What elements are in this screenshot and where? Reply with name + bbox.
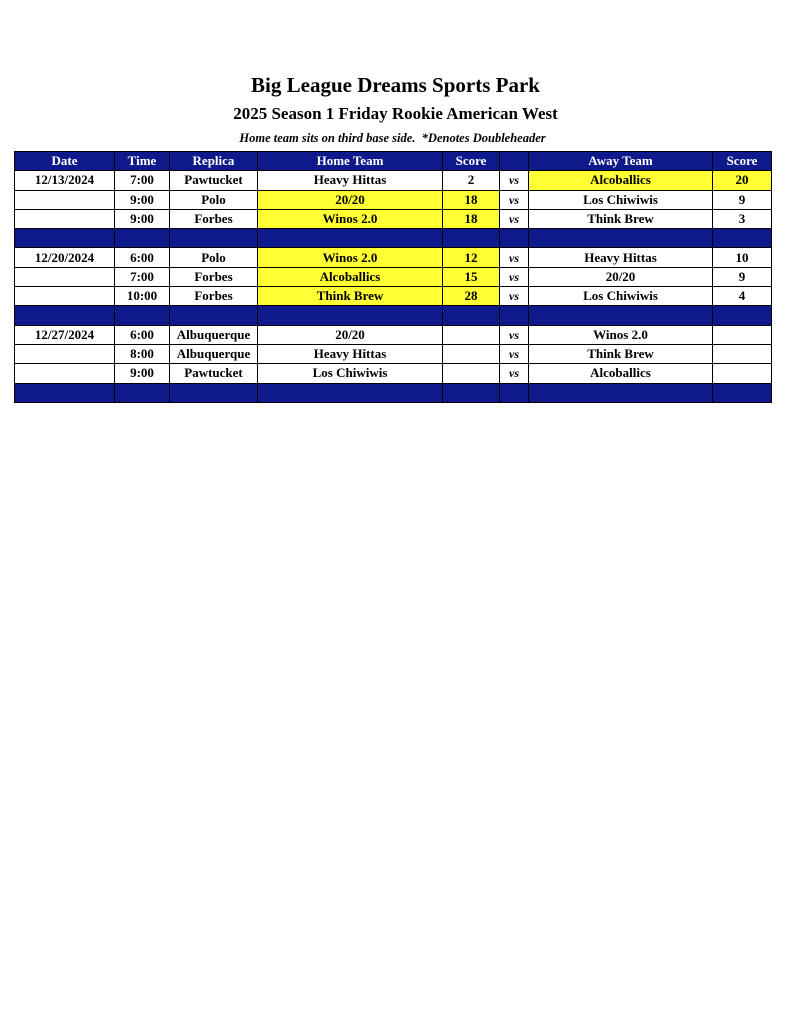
column-header-away-score: Score — [713, 152, 772, 171]
game-date — [15, 364, 115, 383]
home-team: Los Chiwiwis — [258, 364, 443, 383]
home-team: Heavy Hittas — [258, 171, 443, 190]
away-team: Think Brew — [529, 209, 713, 228]
schedule-body — [15, 171, 772, 403]
separator-cell — [713, 229, 772, 248]
game-date: 12/13/2024 — [15, 171, 115, 190]
home-team: Winos 2.0 — [258, 248, 443, 267]
game-date — [15, 287, 115, 306]
away-team: Los Chiwiwis — [529, 190, 713, 209]
away-team: 20/20 — [529, 267, 713, 286]
separator-cell — [115, 229, 170, 248]
away-score — [713, 364, 772, 383]
away-score: 3 — [713, 209, 772, 228]
game-replica: Forbes — [170, 287, 258, 306]
game-date — [15, 267, 115, 286]
away-team: Think Brew — [529, 344, 713, 363]
game-time: 9:00 — [115, 209, 170, 228]
home-team: 20/20 — [258, 325, 443, 344]
away-score: 9 — [713, 190, 772, 209]
game-date — [15, 344, 115, 363]
table-row — [15, 364, 772, 383]
vs-label: vs — [500, 209, 529, 228]
separator-cell — [500, 383, 529, 402]
home-score — [443, 325, 500, 344]
table-row — [15, 325, 772, 344]
away-team: Heavy Hittas — [529, 248, 713, 267]
game-time: 9:00 — [115, 364, 170, 383]
schedule-note: Home team sits on third base side. *Denotes Doubleheader — [239, 131, 546, 145]
table-row — [15, 248, 772, 267]
separator-cell — [713, 383, 772, 402]
home-team: Heavy Hittas — [258, 344, 443, 363]
home-score — [443, 344, 500, 363]
separator-cell — [529, 229, 713, 248]
home-score: 18 — [443, 209, 500, 228]
game-replica: Pawtucket — [170, 364, 258, 383]
home-score: 2 — [443, 171, 500, 190]
table-row — [15, 171, 772, 190]
week-separator-row — [15, 383, 772, 402]
home-team: 20/20 — [258, 190, 443, 209]
vs-label: vs — [500, 325, 529, 344]
separator-cell — [529, 383, 713, 402]
away-score: 10 — [713, 248, 772, 267]
home-team: Alcoballics — [258, 267, 443, 286]
game-time: 8:00 — [115, 344, 170, 363]
separator-cell — [500, 229, 529, 248]
separator-cell — [258, 383, 443, 402]
separator-cell — [443, 229, 500, 248]
column-header-vs — [500, 152, 529, 171]
column-header-home-team: Home Team — [258, 152, 443, 171]
week-separator-row — [15, 229, 772, 248]
column-header-away-team: Away Team — [529, 152, 713, 171]
column-header-home-score: Score — [443, 152, 500, 171]
vs-label: vs — [500, 190, 529, 209]
table-row — [15, 344, 772, 363]
away-score: 20 — [713, 171, 772, 190]
away-team: Alcoballics — [529, 364, 713, 383]
table-row — [15, 190, 772, 209]
home-team: Think Brew — [258, 287, 443, 306]
separator-cell — [170, 306, 258, 325]
game-replica: Albuquerque — [170, 325, 258, 344]
game-date: 12/20/2024 — [15, 248, 115, 267]
game-replica: Polo — [170, 248, 258, 267]
home-score: 18 — [443, 190, 500, 209]
separator-cell — [15, 229, 115, 248]
separator-cell — [443, 383, 500, 402]
game-time: 6:00 — [115, 325, 170, 344]
game-time: 10:00 — [115, 287, 170, 306]
game-date — [15, 209, 115, 228]
home-score: 15 — [443, 267, 500, 286]
vs-label: vs — [500, 287, 529, 306]
game-time: 7:00 — [115, 267, 170, 286]
home-score — [443, 364, 500, 383]
game-replica: Polo — [170, 190, 258, 209]
game-date — [15, 190, 115, 209]
away-score: 4 — [713, 287, 772, 306]
vs-label: vs — [500, 267, 529, 286]
away-team: Los Chiwiwis — [529, 287, 713, 306]
column-header-replica: Replica — [170, 152, 258, 171]
game-replica: Pawtucket — [170, 171, 258, 190]
separator-cell — [170, 383, 258, 402]
home-score: 28 — [443, 287, 500, 306]
away-score: 9 — [713, 267, 772, 286]
separator-cell — [500, 306, 529, 325]
vs-label: vs — [500, 248, 529, 267]
separator-cell — [443, 306, 500, 325]
game-time: 7:00 — [115, 171, 170, 190]
game-replica: Forbes — [170, 267, 258, 286]
separator-cell — [170, 229, 258, 248]
game-replica: Albuquerque — [170, 344, 258, 363]
away-score — [713, 325, 772, 344]
home-score: 12 — [443, 248, 500, 267]
separator-cell — [713, 306, 772, 325]
away-team: Alcoballics — [529, 171, 713, 190]
separator-cell — [529, 306, 713, 325]
separator-cell — [15, 306, 115, 325]
away-team: Winos 2.0 — [529, 325, 713, 344]
page-subtitle: 2025 Season 1 Friday Rookie American West — [233, 104, 558, 123]
table-header-row — [15, 152, 772, 171]
vs-label: vs — [500, 344, 529, 363]
vs-label: vs — [500, 171, 529, 190]
separator-cell — [115, 383, 170, 402]
table-row — [15, 209, 772, 228]
game-replica: Forbes — [170, 209, 258, 228]
separator-cell — [258, 229, 443, 248]
vs-label: vs — [500, 364, 529, 383]
game-time: 9:00 — [115, 190, 170, 209]
week-separator-row — [15, 306, 772, 325]
away-score — [713, 344, 772, 363]
separator-cell — [115, 306, 170, 325]
column-header-time: Time — [115, 152, 170, 171]
separator-cell — [258, 306, 443, 325]
table-row — [15, 287, 772, 306]
separator-cell — [15, 383, 115, 402]
table-row — [15, 267, 772, 286]
game-time: 6:00 — [115, 248, 170, 267]
column-header-date: Date — [15, 152, 115, 171]
home-team: Winos 2.0 — [258, 209, 443, 228]
schedule-table — [14, 151, 772, 403]
game-date: 12/27/2024 — [15, 325, 115, 344]
page-title: Big League Dreams Sports Park — [251, 73, 540, 97]
